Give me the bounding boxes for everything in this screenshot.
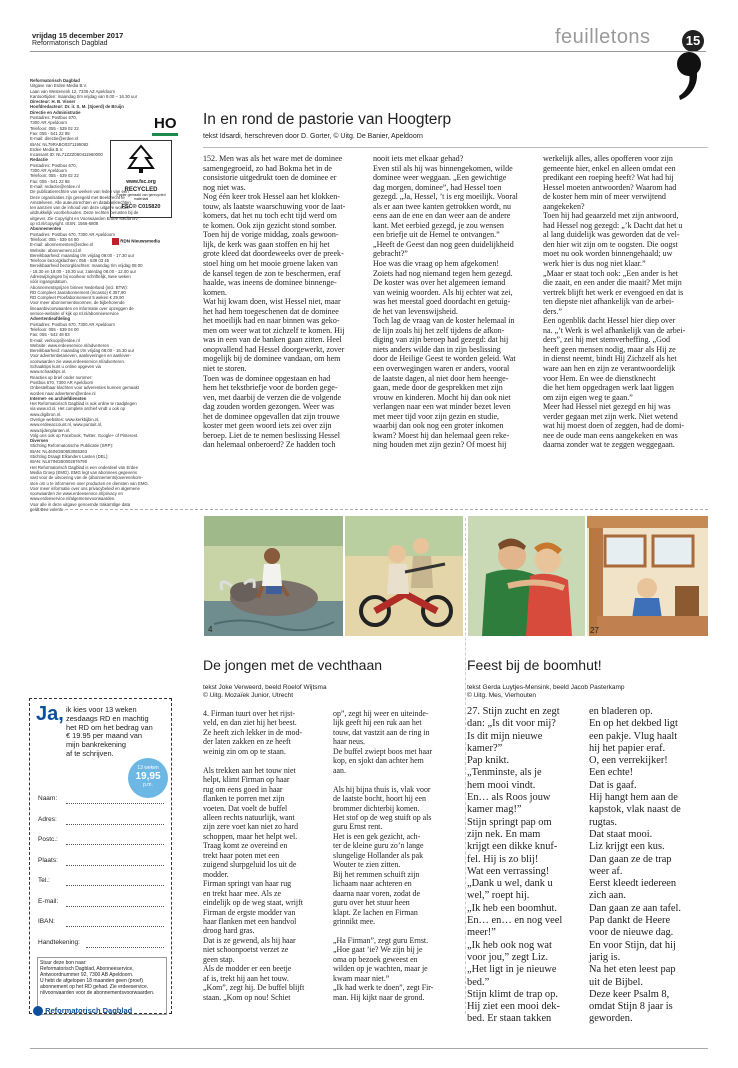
- header-date: vrijdag 15 december 2017: [32, 31, 124, 40]
- subscription-text: ik kies voor 13 weken zesdaags RD en machtig het RD om het bedrag van € 19.95 per maand van mijn bankrekening af te schrijven.: [66, 705, 153, 758]
- colophon-line: vast voor de uitvoering van de (abonnements)overeenkom-: [30, 475, 143, 481]
- colophon-line: Schaaktips kunt u online opgeven via: [30, 364, 101, 370]
- colophon-line: - 18.30 en 19.00 - 19.30 uur, zaterdag 08.00 - 12.00 uur: [30, 268, 137, 274]
- colophon-line: Kantoortijden: maandag t/m vrijdag van 8.00 – 16.30 uur: [30, 93, 138, 99]
- colophon-line: service-website of kijk op rd.nl/abonneeservice: [30, 311, 119, 317]
- colophon-line: Telefoon: 055 - 539 02 22: [30, 173, 79, 179]
- colophon-line: uitgever. Zie Copyright en Voorwaarden Erdee Media BV: [30, 215, 138, 221]
- ho-logo-icon: [152, 112, 178, 138]
- footer-rule: [30, 1048, 708, 1049]
- colophon-line: Fax: 055 - 542 48 83: [30, 332, 70, 338]
- colophon-line: E-mail: abonnementen@erdee.nl: [30, 242, 94, 248]
- colophon-line: De publicatierechten van werken van leden van een: [30, 189, 129, 195]
- colophon-line: Het Reformatorisch Dagblad is een onderdeel van Erdee: [30, 464, 138, 470]
- illustration-hug: [468, 516, 585, 636]
- colophon-line: IBAN: NL79RABO0371195082: [30, 141, 89, 147]
- subscription-field-input[interactable]: [66, 906, 164, 907]
- fsc-tree-icon: [121, 144, 161, 174]
- badge-price: 19,95: [135, 771, 161, 782]
- colophon-line: Postadres: Postbus 670,: [30, 115, 77, 121]
- article3-column-1: 27. Stijn zucht en zegt dan: „Is dit voor mij? Is dit mijn nieuwe kamer?” Pap knikt. „Tenminste, als je hem mooi vindt. En… als Roos jouw kamer mag!” Stijn springt pap om zijn nek. En mam krijgt een dikke knuf- fel. Hij is zo blij! Wat een verrassing! „Dank u wel, dank u wel,” roept hij. „Ik heb een boomhut. En… en… en nog veel meer!” „Ik heb ook nog wat voor jou,” zegt Liz. „Het ligt in je nieuwe bed.” Stijn klimt de trap op. Hij ziet een mooi dek- bed. Er staan takken: [467, 706, 563, 1025]
- colophon-line: Uitgave van Erdee Media B.V.: [30, 83, 88, 89]
- header-paper-name: Reformatorisch Dagblad: [32, 40, 108, 47]
- subscription-field-input[interactable]: [66, 844, 164, 845]
- colophon-line: RD Compleet Proefabonnement 5 weken € 29,90: [30, 295, 124, 301]
- subscription-field-label: Plaats:: [38, 856, 58, 864]
- colophon-line: Adreswijzigingen bij voorkeur schriftelijk, twee weken: [30, 273, 131, 279]
- rd-logo-text: Reformatorisch Dagblad: [45, 1006, 133, 1015]
- colophon-line: Reformatorisch Dagblad: [30, 78, 80, 83]
- article1-column-3: werkelijk alles, alles opofferen voor zijn gemeente hier, enkel en alleen omdat een predikant een roeping heeft? Wat had hij Hessel moeten antwoorden? Waarom had de koster hem min of meer verwijtend aangekeken? Toen hij had geaarzeld met zijn antwoord, had Hessel nog gezegd: „’k Dacht dat het u al lang duidelijk was geworden dat de vel- den hier wit zijn om te oogsten. Die oogst moet nu ook worden binnengehaald; uw werk hier is dus nog niet klaar.” „Maar er staat toch ook: „Een ander is het die zaait, en een ander die maait? Met mijn vertrek blijft het werk er evengoed en dat is ten diepste niet afhankelijk van de arbei- ders.” Een ogenblik dacht Hessel hier diep over na. „’t Werk is wel afhankelijk van de arbei- ders”, zei hij met stemverheffing. „God heeft geen mensen nodig, maar als Hij ze in dienst neemt, bindt Hij Zichzelf als het ware aan hen en zijn ze verantwoordelijk voor Hem. En wee de dienstknecht die het hem opgedragen werk laat liggen om zijn eigen weg te gaan.” Meer had Hessel niet gezegd en hij was verder gegaan met zijn werk. Niet wetend wat hij moest doen of zeggen, had de domi- nee de oude man eens aangekeken en was daarna zonder wat te zeggen weggegaan.: [543, 154, 686, 450]
- colophon-line: ten aanzien van de inhoud van deze uitgave worden: [30, 205, 130, 211]
- article2-byline: tekst Joke Verweerd, beeld Roelof Wijtsma: [203, 684, 327, 691]
- colophon-line: Abonnementsprijzen binnen Nederland (incl. BTW):: [30, 284, 128, 290]
- colophon-line: Deze organisaties zijn geregeld met Beeldrecht te: [30, 194, 125, 200]
- colophon-line: Overige websites: www.kerkbijbin.nl,: [30, 417, 100, 422]
- colophon-line: Bereikbaarheid bezorgklachten: maandag t/m vrijdag 08.00: [30, 263, 143, 269]
- picture4-number: 27: [590, 626, 599, 635]
- colophon-line: Stichting Draagt Elkanders Lasten (DEL):: [30, 454, 109, 460]
- picture1-number: 4: [208, 625, 213, 634]
- subscription-field-input[interactable]: [66, 803, 164, 804]
- colophon-line: www.digibron.nl.: [30, 411, 62, 417]
- colophon-line: Telefoon: 055 - 539 04 00: [30, 326, 79, 332]
- fsc-sub: Papier gemaakt van gerecycled materiaal: [116, 193, 166, 201]
- rdn-logo-text: RDN Nieuwsmedia: [120, 238, 161, 244]
- article1-rule: [203, 147, 708, 148]
- colophon-line: Hoofdredacteur: Dr. ir. S. M. (Sjoerd) de Bruijn: [30, 104, 124, 110]
- article1-title: In en rond de pastorie van Hoogterp: [203, 111, 452, 128]
- article2-copyright: © Uitg. Mozaïek Junior, Utrecht: [203, 692, 294, 699]
- colophon-line: Abonnementen: [30, 226, 62, 232]
- fsc-logo: [110, 140, 172, 218]
- colophon-line: geldt Deo volente.: [30, 507, 65, 513]
- subscription-field-label: Naam:: [38, 795, 58, 802]
- subscription-field-label: Postc.:: [38, 836, 58, 843]
- subscription-ja: Ja,: [36, 703, 64, 725]
- colophon-line: Website: www.erdeeservice.nl/adverteren: [30, 342, 109, 348]
- section-title: feuilletons: [555, 26, 651, 48]
- article2-title: De jongen met de vechthaan: [203, 657, 383, 673]
- fsc-site: www.fsc.org: [126, 179, 156, 185]
- article1-column-1: 152. Men was als het ware met de dominee samengegroeid, zo had Bokma het in de consistorie uitgedrukt toen de dominee er nog niet was. Nog één keer trok Hessel aan het klokken- touw, als laatste waarschuwing voor de laat- komers, dat het nu toch echt tijd werd om te komen. Ook zijn gezicht stond somber. Toen hij de vorige middag, zoals gewoon- lijk, de kerk was gaan stoffen en hij het grote kleed dat doordeweeks over de preek- stoel hing om het mooie groene laken van de kansel tegen de zon te beschermen, eraf haalde, was ineens de dominee binnenge- komen. Wat hij kwam doen, wist Hessel niet, maar het had hem toegeschenen dat de dominee het moeilijk had en naar binnen was geko- men om weer wat tot zichzelf te komen. Hij was in een van de banken gaan zitten. Heel onopvallend had Hessel doorgewerkt, zover mogelijk bij de dominee vandaan, om hem niet te storen. Toen was de dominee opgestaan en had hem het tekstbriefje voor de borden gege- ven, met daarbij de verzen die de volgende dag zouden worden gezongen. Weer was het de dominee opgevallen dat zijn trouwe koster met geen woord iets zei over zijn beroep. Liet de te nemen beslissing Hessel dan helemaal onberoerd? Ze hadden toch: [203, 154, 346, 450]
- colophon-line: Bereikbaarheid: maandag t/m vrijdag 08.00 - 17.30 uur: [30, 252, 135, 258]
- article2-column-1: 4. Firman tuurt over het rijst- veld, en dan ziet hij het beest. Ze heeft zich lekker in de mod- der laten zakken en ze heeft weinig zin om op te staan. Als trekken aan het touw niet helpt, klimt Firman op haar rug om eens goed in haar flanken te porren met zijn voeten. Dat voelt de buffel alleen rechts natuurlijk, want zijn zere voet kan niet zo hard schoppen, maar het helpt wel. Traag komt ze overeind en trekt haar poten met een zuigend slurpgeluid los uit de modder. Firman springt van haar rug en trekt haar mee. Als ze eindelijk op de weg staat, wrijft Firman de ergste modder van haar flanken met een handvol droog hard gras. Dat is ze gewend, als hij haar niet schoonpoetst verzet ze geen stap. Als de modder er een beetje af is, trekt hij aan het touw. „Kom”, zegt hij. De buffel blijft staan. „Kom op nou! Schiet: [203, 709, 305, 1002]
- article1-column-2: nooit iets met elkaar gehad? Even stil als hij was binnengekomen, wilde dominee weer weggaan. „Een gewichtige dag morgen, dominee”, had Hessel toen gezegd. „Ja, Hessel, ’t is erg moeilijk. Vooral als er aan twee kanten getrokken wordt, nu eens aan de ene en dan weer aan de andere kant. Met eerbied gezegd, je zou wensen een briefje uit de Hemel te ontvangen.” „Heeft de Geest dan nog geen duidelijkheid gebracht?” Hoe was die vraag op hem afgekomen! Zoiets had nog niemand tegen hem gezegd. De koster was over het algemeen iemand van weinig woorden. Als hij echter wat zei, was het meestal goed doordacht en getuig- de het van levenswijsheid. Toch lag de vraag van de koster helemaal in de lijn zoals hij het zelf tijdens de afkon- diging van zijn beroep had gezegd: dat hij niets anders wilde dan in zijn beslissing door de Heilige Geest te worden geleid. Wat een overwegingen waren er anders, vooral de laatste dagen, al niet door hem heenge- gaan, mede door de gesprekken met zijn vrouw en kinderen. Mocht hij dan ook niet verlangen naar een wat minder bezet leven met meer tijd voor zijn gezin en studie, waarbij dan ook nog een groter inkomen kwam? Moest hij dan helemaal geen reke- ning houden met zijn gezin? Of moest hij: [373, 154, 518, 450]
- colophon-line: lineaanbivoorwaarden en informatie over opzeggen de: [30, 305, 134, 311]
- colophon-line: Website: abonnement.rd.nl: [30, 247, 82, 253]
- fsc-recycled: RECYCLED: [124, 187, 158, 193]
- colophon-line: Reacties op brief onder nummer:: [30, 374, 93, 380]
- ho-logo-text: HO: [154, 115, 177, 132]
- badge-per-month: p.m.: [143, 782, 153, 788]
- subscription-field-input[interactable]: [66, 885, 164, 886]
- subscription-field-label: Tel.:: [38, 877, 50, 884]
- colophon-line: E-mail: verkoop@erdee.nl: [30, 337, 80, 343]
- subscription-field-label: Adres:: [38, 815, 57, 823]
- page-number: 15: [682, 30, 704, 52]
- colophon-line: sten om u te informeren over producten en diensten van EMG.: [30, 480, 149, 486]
- subscription-field-label: Handtekening:: [38, 938, 80, 946]
- article3-byline: tekst Gerda Luytjes-Mensink, beeld Jacob Pasterkamp: [467, 684, 625, 691]
- colophon-line: Voor meer informatie over ons privacybeleid en algemene: [30, 485, 140, 491]
- colophon-line: Volg ons ook op Facebook, Twitter, Google+ of Pinterest.: [30, 432, 139, 438]
- colophon-line: Directeur: H. B. Visser: [30, 99, 76, 105]
- colophon-line: E-mail: redactie@erdee.nl: [30, 183, 80, 189]
- colophon-line: RD Compleet Jaarabonnement (incasso) € 357,90: [30, 289, 126, 295]
- subscription-field-input[interactable]: [66, 926, 164, 927]
- header-rule: [30, 51, 706, 52]
- colophon-line: IBAN: NL67INGB0002976790: [30, 459, 88, 465]
- colophon-line: voorwaarden zie www.erdeeservice.nl/privacy en: [30, 491, 123, 497]
- colophon-line: Erdee Media B.V.: [30, 146, 64, 152]
- colophon-line: Het Reformatorisch Dagblad is ook online te raadplegen: [30, 401, 137, 407]
- article3-copyright: © Uitg. Mes, Vierhouten: [467, 692, 536, 699]
- colophon-line: www.tijdenplanten.nl.: [30, 427, 71, 433]
- colophon-line: worden naar adverteren@erdee.nl: [30, 390, 96, 396]
- colophon-line: Telefoon: 055 - 539 02 22: [30, 125, 79, 131]
- subscription-field-input[interactable]: [66, 824, 164, 825]
- colophon-line: Fax: 055 - 541 22 88: [30, 130, 70, 136]
- colophon-line: Voor alle in deze uitgave genoemde trakamtlige data: [30, 501, 131, 507]
- illustration-treehouse: [587, 516, 708, 636]
- colophon-line: Amstelveen. Alle auteursrechten en databankrechten: [30, 199, 131, 205]
- rdn-logo-icon: [112, 238, 119, 245]
- colophon-line: Fax: 055 - 541 22 88: [30, 178, 70, 184]
- colophon-line: Postbus 670, 7300 AR Apeldoorn: [30, 379, 94, 385]
- colophon-line: www.erdeeservice.nl/algemenevoorwaarden.: [30, 496, 116, 502]
- colophon-line: uitdrukkelijk voorbehouden. Deze rechten berusten bij de: [30, 210, 139, 216]
- subscription-field-label: IBAN:: [38, 918, 55, 925]
- colophon-line: Telefoon: 055 - 539 04 80: [30, 236, 79, 242]
- colophon-line: Onbestelbaar klachten voor adverenties kunnen gemaakt: [30, 385, 139, 391]
- colophon-line: Diversen: [30, 438, 49, 444]
- colophon-line: www.schaaktips.nl.: [30, 369, 67, 375]
- illustration-moped: [345, 516, 463, 636]
- illustration-buffalo: [204, 516, 343, 636]
- colophon-line: Directie en Administratie: [30, 109, 81, 115]
- colophon-line: Stichting Reformatorische Publicatie (SRP):: [30, 443, 114, 449]
- colophon-line: Bereikbaarheid: maandag t/m vrijdag 08.00 - 16.30 uur: [30, 348, 135, 354]
- colophon-line: Voor meer abonnementsvormen, de bijbehorende: [30, 300, 125, 306]
- column-divider: [465, 518, 466, 1014]
- colophon-line: Postadres: Postbus 670, 7300 AR Apeldoorn: [30, 231, 116, 237]
- colophon-line: Advertentieafdeling: [30, 316, 71, 322]
- comma-icon: [674, 50, 702, 102]
- subscription-field-label: E-mail:: [38, 897, 59, 905]
- colophon-line: via www.rd.nl. Het complete archief vindt u ook op: [30, 406, 126, 412]
- colophon-line: Laan van Westenenk 12, 7336 AZ Apeldoorn: [30, 88, 116, 94]
- colophon-line: voorwaarden zie www.erdeeservice.nl/adverteren.: [30, 358, 126, 364]
- subscription-price-badge: [128, 758, 168, 798]
- colophon-line: Postadres: Postbus 670,: [30, 162, 77, 168]
- rdn-logo: [112, 238, 174, 247]
- colophon-line: www.erdeeaccount.nl, www.puntuit.nl,: [30, 422, 103, 428]
- subscription-note: Stuur deze bon naar: Reformatorisch Dagblad, Abonneeservice, Antwoordnummer 92, 7300 AB Apeldoorn. U hebt de afgelopen 18 maanden geen (proef) abonnement op het RD gehad. Zie erdeeservice. nl/voorwaarden voor de abonnementsvoorwaarden.: [37, 957, 167, 1015]
- colophon-line: Internet- en archiefdiensten: [30, 395, 87, 401]
- colophon-line: Postadres: Postbus 670, 7300 AR Apeldoorn: [30, 321, 116, 327]
- colophon-line: vóór ingangsdatum.: [30, 279, 68, 285]
- colophon-line: 7300 AR Apeldoorn: [30, 168, 68, 174]
- colophon-line: op rd.nl/copyright. ISSN: 1566-6808: [30, 221, 99, 227]
- article1-byline: tekst Idsardi, herschreven door D. Gorter, © Uitg. De Banier, Apeldoorn: [203, 133, 423, 140]
- article2-column-2: op”, zegt hij weer en uiteinde- lijk geeft hij een ruk aan het touw, dat vastzit aan de ring in haar neus. De buffel zwiept boos met haar kop, en sjokt dan achter hem aan. Als hij bijna thuis is, vlak voor de laatste bocht, hoort hij een brommer dichterbij komen. Het stof op de weg stuift op als guru Ernst rent. Het is een gek gezicht, ach- ter de kleine guru zo’n lange slungelige Hollander als pak Wouter te zien zitten. Bij het remmen schuift zijn lichaam naar achteren en daarna naar voren, zodat de guru over het stuur heen klapt. Ze lachen en Firman grinnikt mee. „Ha Firman”, zegt guru Ernst. „Hoe gaat ’ie? We zijn bij je oma op bezoek geweest en wilden op je wachten, maar je kwam maar niet.” „Ik had werk te doen”, zegt Fir- man. Hij kijkt naar de grond.: [333, 709, 434, 1002]
- colophon-line: IBAN: NL46INGB0653065363: [30, 448, 88, 454]
- colophon-line: Telefoon bezorgklachten: 055 - 539 03 45: [30, 258, 110, 264]
- colophon-line: Incassant ID: NL71ZZZ080411960000: [30, 152, 103, 158]
- colophon-line: Voor advertentietarieven, aanleveringen en aanlever-: [30, 353, 132, 359]
- article3-column-2: en bladeren op. En op het dekbed ligt een pakje. Vlug haalt hij het papier eraf. O, een verrekijker! Een echte! Dat is gaaf. Hij hangt hem aan de kapstok, vlak naast de rugtas. Dat staat mooi. Liz krijgt een kus. Dan gaan ze de trap weer af. Eerst kleedt iedereen zich aan. Dan gaan ze aan tafel. Pap dankt de Heere voor de nieuwe dag. En voor Stijn, dat hij jarig is. Na het eten leest pap uit de Bijbel. Deze keer Psalm 8, omdat Stijn 8 jaar is geworden.: [589, 706, 682, 1025]
- rd-logo: [33, 1006, 168, 1020]
- fsc-code: FSC® C015820: [121, 204, 161, 210]
- rd-logo-icon: [33, 1006, 43, 1016]
- colophon-line: 7300 AR Apeldoorn: [30, 120, 68, 126]
- article3-title: Feest bij de boomhut!: [467, 657, 602, 673]
- colophon-line: Media Groep (EMG). EMG legt van abonnees gegevens: [30, 469, 138, 475]
- subscription-field-input[interactable]: [86, 947, 164, 948]
- colophon-line: E-mail: directie@erdee.nl: [30, 136, 79, 142]
- subscription-field-input[interactable]: [66, 865, 164, 866]
- badge-weeks: 13 weken: [137, 765, 159, 771]
- colophon-line: Redactie: [30, 157, 48, 163]
